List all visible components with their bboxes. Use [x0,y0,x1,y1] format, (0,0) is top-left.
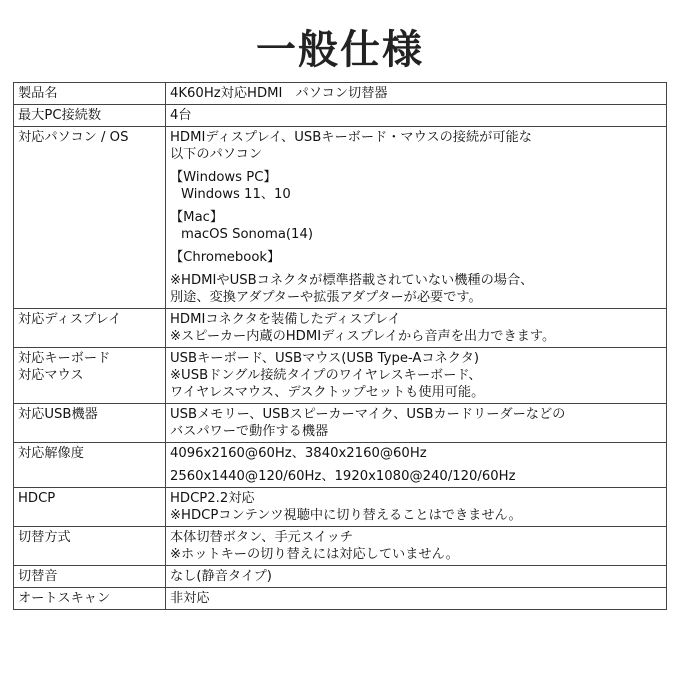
spec-label-text: 対応パソコン / OS [18,130,129,145]
spec-row-max-pc [14,105,667,127]
spec-label-text: HDCP [18,491,56,506]
spec-label-text: 対応キーボード [18,351,111,366]
os-item-windows: Windows 11、10 [181,187,291,202]
spec-note: ※HDMIやUSBコネクタが標準搭載されていない機種の場合、 [170,273,534,288]
spec-row-supported-pc-os [14,127,667,309]
spec-value-text: 4台 [170,108,192,123]
spec-label [14,404,166,443]
spec-row-switching-sound [14,566,667,588]
spec-row-resolution [14,443,667,488]
spec-value-text: 非対応 [170,591,210,606]
spec-label [14,127,166,309]
spec-value-text: USBメモリー、USBスピーカーマイク、USBカードリーダーなどの [170,407,566,422]
os-heading-windows: 【Windows PC】 [170,170,277,185]
spec-value [166,105,667,127]
spec-value [166,488,667,527]
spec-value-text: 本体切替ボタン、手元スイッチ [170,530,354,545]
spec-note: ※HDCPコンテンツ視聴中に切り替えることはできません。 [170,508,522,523]
spec-value-text: 2560x1440@120/60Hz、1920x1080@240/120/60Hz [170,469,516,484]
spec-row-switching-method [14,527,667,566]
spec-label [14,83,166,105]
spec-label-text: オートスキャン [18,591,111,606]
spec-label [14,588,166,610]
spec-label [14,488,166,527]
spec-value [166,527,667,566]
spec-label-text: 対応解像度 [18,446,84,461]
spec-row-product-name [14,83,667,105]
spec-label [14,527,166,566]
spec-label-text: 切替方式 [18,530,71,545]
spec-value-text: 以下のパソコン [170,147,263,162]
spec-note: ※USBドングル接続タイプのワイヤレスキーボード、 [170,368,482,383]
spec-value [166,348,667,404]
spec-value-text: HDCP2.2対応 [170,491,255,506]
spec-value-text: 4K60Hz対応HDMI パソコン切替器 [170,86,388,101]
spec-label-text: 対応USB機器 [18,407,98,422]
spec-label [14,566,166,588]
spec-value [166,588,667,610]
spec-note: ※ホットキーの切り替えには対応していません。 [170,547,459,562]
spec-table [13,82,667,610]
page-title: 一般仕様 [256,27,424,73]
spec-label-text: 切替音 [18,569,58,584]
spec-label [14,348,166,404]
spec-row-display [14,309,667,348]
spec-value-text: バスパワーで動作する機器 [170,424,329,439]
spec-value-text: なし(静音タイプ) [170,569,272,584]
spec-note: 別途、変換アダプターや拡張アダプターが必要です。 [170,290,482,305]
spec-value [166,443,667,488]
spec-value-text: HDMIディスプレイ、USBキーボード・マウスの接続が可能な [170,130,532,145]
spec-label-text: 対応ディスプレイ [18,312,122,327]
spec-label-text: 最大PC接続数 [18,108,102,123]
spec-value [166,566,667,588]
spec-label [14,309,166,348]
spec-value-text: HDMIコネクタを装備したディスプレイ [170,312,401,327]
spec-value [166,127,667,309]
spec-value [166,309,667,348]
os-heading-chromebook: 【Chromebook】 [170,250,281,265]
spec-label-text: 製品名 [18,86,58,101]
spec-label [14,105,166,127]
spec-note: ※スピーカー内蔵のHDMIディスプレイから音声を出力できます。 [170,329,556,344]
spec-row-keyboard-mouse [14,348,667,404]
spec-value [166,83,667,105]
spec-value-text: USBキーボード、USBマウス(USB Type-Aコネクタ) [170,351,480,366]
spec-row-auto-scan [14,588,667,610]
spec-note: ワイヤレスマウス、デスクトップセットも使用可能。 [170,385,485,400]
spec-row-hdcp [14,488,667,527]
spec-row-usb-devices [14,404,667,443]
spec-label-text: 対応マウス [18,368,84,383]
spec-value [166,404,667,443]
os-item-mac: macOS Sonoma(14) [181,227,313,242]
os-heading-mac: 【Mac】 [170,210,224,225]
spec-value-text: 4096x2160@60Hz、3840x2160@60Hz [170,446,427,461]
spec-label [14,443,166,488]
